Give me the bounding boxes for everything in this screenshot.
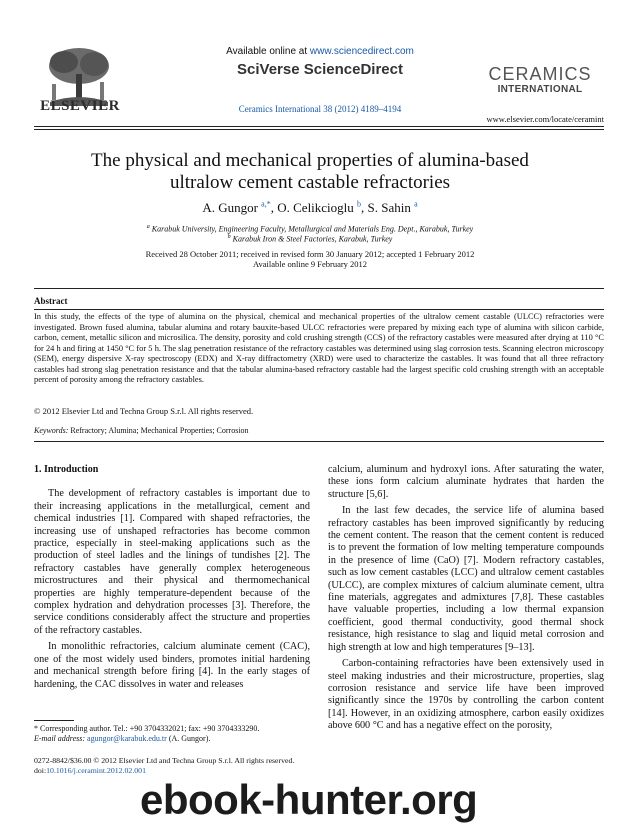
- abstract-rule: [34, 309, 604, 310]
- issn-line: 0272-8842/$36.00 © 2012 Elsevier Ltd and Techna Group S.r.l. All rights reserved.: [34, 756, 295, 765]
- available-prefix: Available online at: [226, 46, 310, 57]
- doi-label: doi:: [34, 766, 47, 775]
- watermark: ebook-hunter.org: [140, 776, 478, 823]
- header-rule-thin: [34, 129, 604, 130]
- publisher-name: ELSEVIER: [40, 98, 120, 114]
- footnote-email: [34, 734, 310, 743]
- journal-logo-line2: INTERNATIONAL: [497, 84, 583, 95]
- title-line-1: The physical and mechanical properties of alumina-based: [91, 150, 529, 171]
- affiliation-text: Karabuk University, Engineering Faculty, Metallurgical and Materials Eng. Dept., Karabuk, Turkey: [151, 224, 474, 234]
- paragraph: calcium, aluminum and hydroxyl ions. After saturating the water, these ions form calcium aluminate hydrates that harden the structure [5,6].: [328, 464, 604, 500]
- affiliation-mark: a: [146, 224, 150, 230]
- journal-url[interactable]: www.elsevier.com/locate/ceramint: [486, 114, 604, 124]
- body-column-left: [34, 464, 310, 695]
- title-line-2: ultralow cement castable refractories: [169, 172, 451, 193]
- email-link[interactable]: agungor@karabuk.edu.tr: [87, 734, 167, 743]
- affiliation-text: Karabuk Iron & Steel Factories, Karabuk, Turkey: [232, 234, 393, 244]
- keywords-rule: [34, 441, 604, 442]
- article-title: [60, 150, 560, 194]
- paragraph: The development of refractory castables is important due to their increasing applications in the metallurgical, cement and chemical industries [1]. Compared with shaped refractories, the increasing use of unshaped refractories has become common practice, especially in steel-making applications such as the production of steel ladles and the linings of tundishes [2]. The refractory castables have generally complex heterogeneous microstructures and their physical and thermomechanical properties are highly temperature-dependent because of the complex hydration and dehydration processes [3]. Therefore, the service conditions considerably affect the structure and properties of the refractory castables.: [34, 488, 310, 636]
- author-affiliation-link[interactable]: b: [357, 199, 362, 209]
- author-affiliation-link[interactable]: a,*: [261, 199, 271, 209]
- keywords-label: Keywords:: [34, 426, 69, 435]
- author-name: A. Gungor: [202, 200, 258, 215]
- available-online: [200, 46, 440, 57]
- header-rule: [34, 126, 604, 127]
- author-name: S. Sahin: [367, 200, 411, 215]
- keywords: [34, 426, 249, 435]
- paragraph: In the last few decades, the service life of alumina based refractory castables has been improved significantly by reducing the cement content. The reason that the cement content is reduced is to prevent the formation of low melting temperature compounds in the presence of lime (CaO) [7]. Modern refractory castables, such as low cement castables (LCC) and ultralow cement castables (ULCC), are complex mixtures of calcium aluminate cement, ultra fine materials, aggregates and admixtures [7,8]. These castables have valuable properties, including a low thermal expansion coefficient, good thermal conductivity, good thermal shock resistance, high resistance to slag and liquid metal corrosion and high strength at low and high temperatures [9–13].: [328, 505, 604, 653]
- journal-reference-link[interactable]: Ceramics International 38 (2012) 4189–4194: [238, 104, 402, 114]
- dates-received: Received 28 October 2011; received in revised form 30 January 2012; accepted 1 February 2012: [145, 249, 475, 259]
- email-label: E-mail address:: [34, 734, 88, 743]
- author-name: O. Celikcioglu: [277, 200, 354, 215]
- paragraph: In monolithic refractories, calcium aluminate cement (CAC), one of the most widely used binders, promotes initial hardening and mechanical strength before firing [4]. In the early stages of hardening, the CAC dissolves in water and releases: [34, 641, 310, 690]
- section-heading: 1. Introduction: [34, 464, 99, 475]
- footnote-rule: [34, 720, 74, 721]
- paragraph: Carbon-containing refractories have been extensively used in steel making industries and their microstructure, properties, slag corrosion resistance and service life have been improved significantly since the 1970s by controlling the carbon content [14]. However, in an oxidizing atmosphere, carbon easily oxidizes above 600 °C and has a negative effect on the porosity,: [328, 658, 604, 732]
- doi-link[interactable]: 10.1016/j.ceramint.2012.02.001: [46, 766, 146, 775]
- email-suffix: (A. Gungor).: [166, 734, 211, 743]
- article-dates: [80, 249, 540, 269]
- journal-logo-line1: CERAMICS: [488, 64, 592, 84]
- author-separator: ,: [361, 200, 368, 215]
- abstract-copyright: © 2012 Elsevier Ltd and Techna Group S.r.l. All rights reserved.: [34, 406, 254, 416]
- author-separator: ,: [270, 200, 278, 215]
- affiliation-b: [80, 234, 540, 244]
- affiliation-mark: b: [227, 234, 231, 240]
- footnote-corresponding: * Corresponding author. Tel.: +90 3704332021; fax: +90 3704333290.: [34, 724, 260, 733]
- abstract-rule-top: [34, 288, 604, 289]
- sciverse-logo: SciVerse ScienceDirect: [237, 61, 403, 78]
- doi-line: [34, 766, 364, 775]
- abstract-text: In this study, the effects of the type of alumina on the physical, chemical and mechanical properties of the ultralow cement castable (ULCC) refractories were investigated. Brown fused alumina, tabular alumina and rotary bauxite-based ULCC refractories were prepared by mixing each type of alumina with silicon carbide, carbon, cement, metallic silicon and microsilica. The density, porosity and cold crushing strength (CCS) of the refractory castables were measured after drying at 110 °C for 24 h and firing at 1450 °C for 5 h. The slag penetration resistance of the refractory castables was determined using slag corrosion tests. Scanning electron microscopy (SEM), energy dispersive X-ray spectroscopy (EDX) and X-ray diffractometry (XRD) were used to characterize the castables. It was found that all three refractory castables had strong slag penetration resistance and that the tabular alumina-based refractory castable had the largest specific cold crushing strength with an acceptable percent of porosity among the refractory castables.: [34, 312, 604, 384]
- sciencedirect-link[interactable]: www.sciencedirect.com: [309, 46, 414, 57]
- affiliation-a: [80, 224, 540, 234]
- author-affiliation-link[interactable]: a: [414, 199, 418, 209]
- abstract-heading: Abstract: [34, 296, 68, 306]
- body-column-right: [328, 464, 604, 737]
- author-list: [100, 200, 520, 216]
- keywords-list: Refractory; Alumina; Mechanical Properties; Corrosion: [70, 426, 249, 435]
- dates-online: Available online 9 February 2012: [252, 259, 368, 269]
